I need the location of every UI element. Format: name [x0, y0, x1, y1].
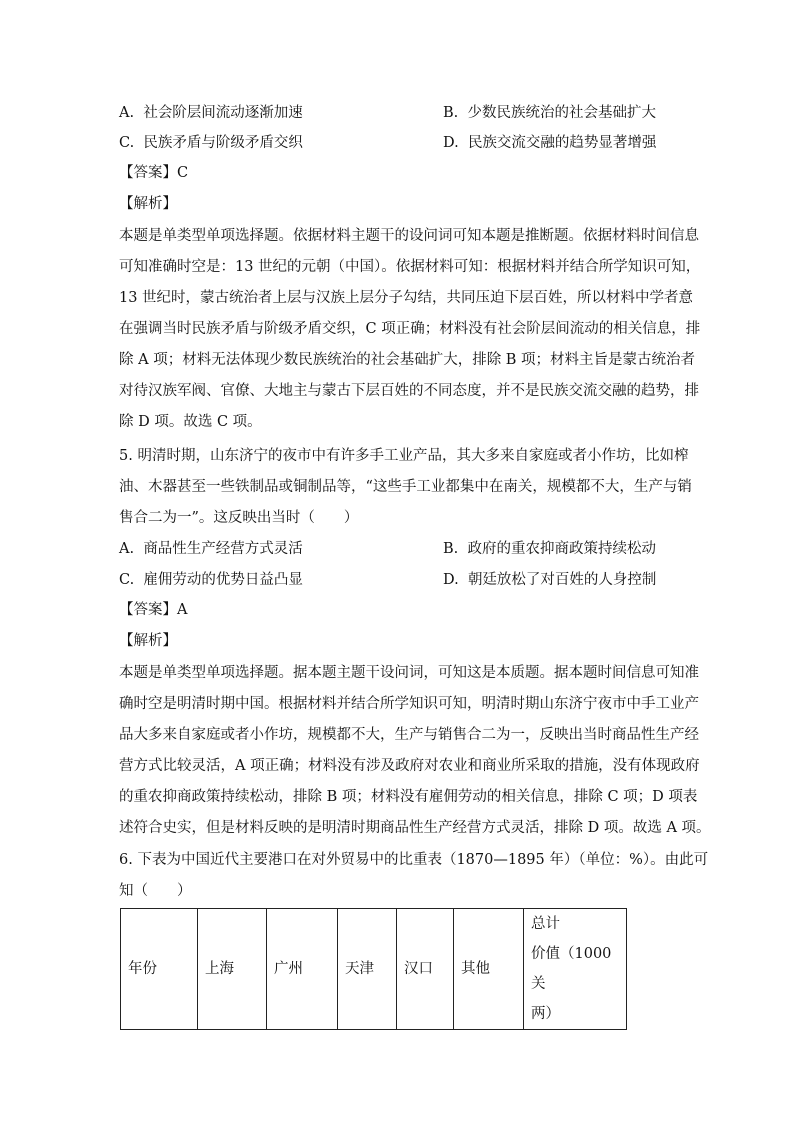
q5-stem-line: 售合二为一”。这反映出当时（ ）	[119, 510, 359, 526]
q4-option-b: B. 少数民族统治的社会基础扩大	[443, 105, 656, 121]
table-header-cell: 年份	[121, 909, 198, 1030]
q5-analysis-line: 本题是单类型单项选择题。据本题主题干设问词，可知这是本质题。据本题时间信息可知准	[119, 665, 699, 681]
q5-analysis-heading: 【解析】	[119, 633, 177, 649]
q5-analysis-line: 确时空是明清时期中国。根据材料并结合所学知识可知，明清时期山东济宁夜市中手工业产	[119, 696, 699, 712]
port-trade-table	[120, 908, 627, 1030]
q4-analysis-line: 在强调当时民族矛盾与阶级矛盾交织，C 项正确；材料没有社会阶层间流动的相关信息，排	[119, 321, 701, 337]
q5-option-b: B. 政府的重农抑商政策持续松动	[443, 541, 656, 557]
q5-analysis-line: 营方式比较灵活，A 项正确；材料没有涉及政府对农业和商业所采取的措施，没有体现政府	[119, 758, 700, 774]
q5-option-a: A. 商品性生产经营方式灵活	[119, 541, 303, 557]
q5-stem-line: 5. 明清时期，山东济宁的夜市中有许多手工业产品，其大多来自家庭或者小作坊，比如榨	[119, 448, 689, 464]
table-header-total-cell	[524, 909, 627, 1030]
table-header-cell: 天津	[338, 909, 397, 1030]
q5-option-d: D. 朝廷放松了对百姓的人身控制	[443, 572, 657, 588]
q4-analysis-heading: 【解析】	[119, 196, 177, 212]
total-header-line: 总计	[531, 916, 560, 932]
q5-analysis-line: 品大多来自家庭或者小作坊，规模都不大，生产与销售合二为一，反映出当时商品性生产经	[119, 727, 699, 743]
q6-stem-line: 知（ ）	[119, 883, 192, 899]
table-header-cell: 汉口	[397, 909, 454, 1030]
q5-analysis-line: 述符合史实，但是材料反映的是明清时期商品性生产经营方式灵活，排除 D 项。故选 A 项。	[119, 820, 711, 836]
table-header-cell: 上海	[198, 909, 267, 1030]
total-header-line: 两）	[531, 1006, 560, 1022]
q5-analysis-line: 的重农抑商政策持续松动，排除 B 项；材料没有雇佣劳动的相关信息，排除 C 项；D 项表	[119, 789, 698, 805]
q4-analysis-line: 除 D 项。故选 C 项。	[119, 414, 262, 430]
q5-answer: 【答案】A	[119, 602, 188, 618]
q6-stem-line: 6. 下表为中国近代主要港口在对外贸易中的比重表（1870—1895 年）（单位：%）。由此可	[119, 852, 709, 868]
q4-answer: 【答案】C	[119, 165, 189, 181]
q5-stem-line: 油、木器甚至一些铁制品或铜制品等，“这些手工业都集中在南关，规模都不大，生产与销	[119, 479, 692, 495]
q4-analysis-line: 13 世纪时，蒙古统治者上层与汉族上层分子勾结，共同压迫下层百姓，所以材料中学者意	[119, 290, 694, 306]
q4-analysis-line: 对待汉族军阀、官僚、大地主与蒙古下层百姓的不同态度，并不是民族交流交融的趋势，排	[119, 383, 699, 399]
q5-option-c: C. 雇佣劳动的优势日益凸显	[119, 572, 303, 588]
table-header-cell: 其他	[454, 909, 524, 1030]
q4-analysis-line: 本题是单类型单项选择题。依据材料主题干的设问词可知本题是推断题。依据材料时间信息	[119, 228, 699, 244]
total-header-line: 价值（1000 关	[531, 946, 612, 992]
q4-option-d: D. 民族交流交融的趋势显著增强	[443, 135, 657, 151]
table-header-cell: 广州	[267, 909, 338, 1030]
q4-option-a: A. 社会阶层间流动逐渐加速	[119, 105, 303, 121]
q4-option-c: C. 民族矛盾与阶级矛盾交织	[119, 135, 303, 151]
q4-analysis-line: 可知准确时空是：13 世纪的元朝（中国）。依据材料可知：根据材料并结合所学知识可知，	[119, 259, 701, 275]
table-header-row	[121, 909, 627, 1030]
q4-analysis-line: 除 A 项；材料无法体现少数民族统治的社会基础扩大，排除 B 项；材料主旨是蒙古统治者	[119, 352, 696, 368]
